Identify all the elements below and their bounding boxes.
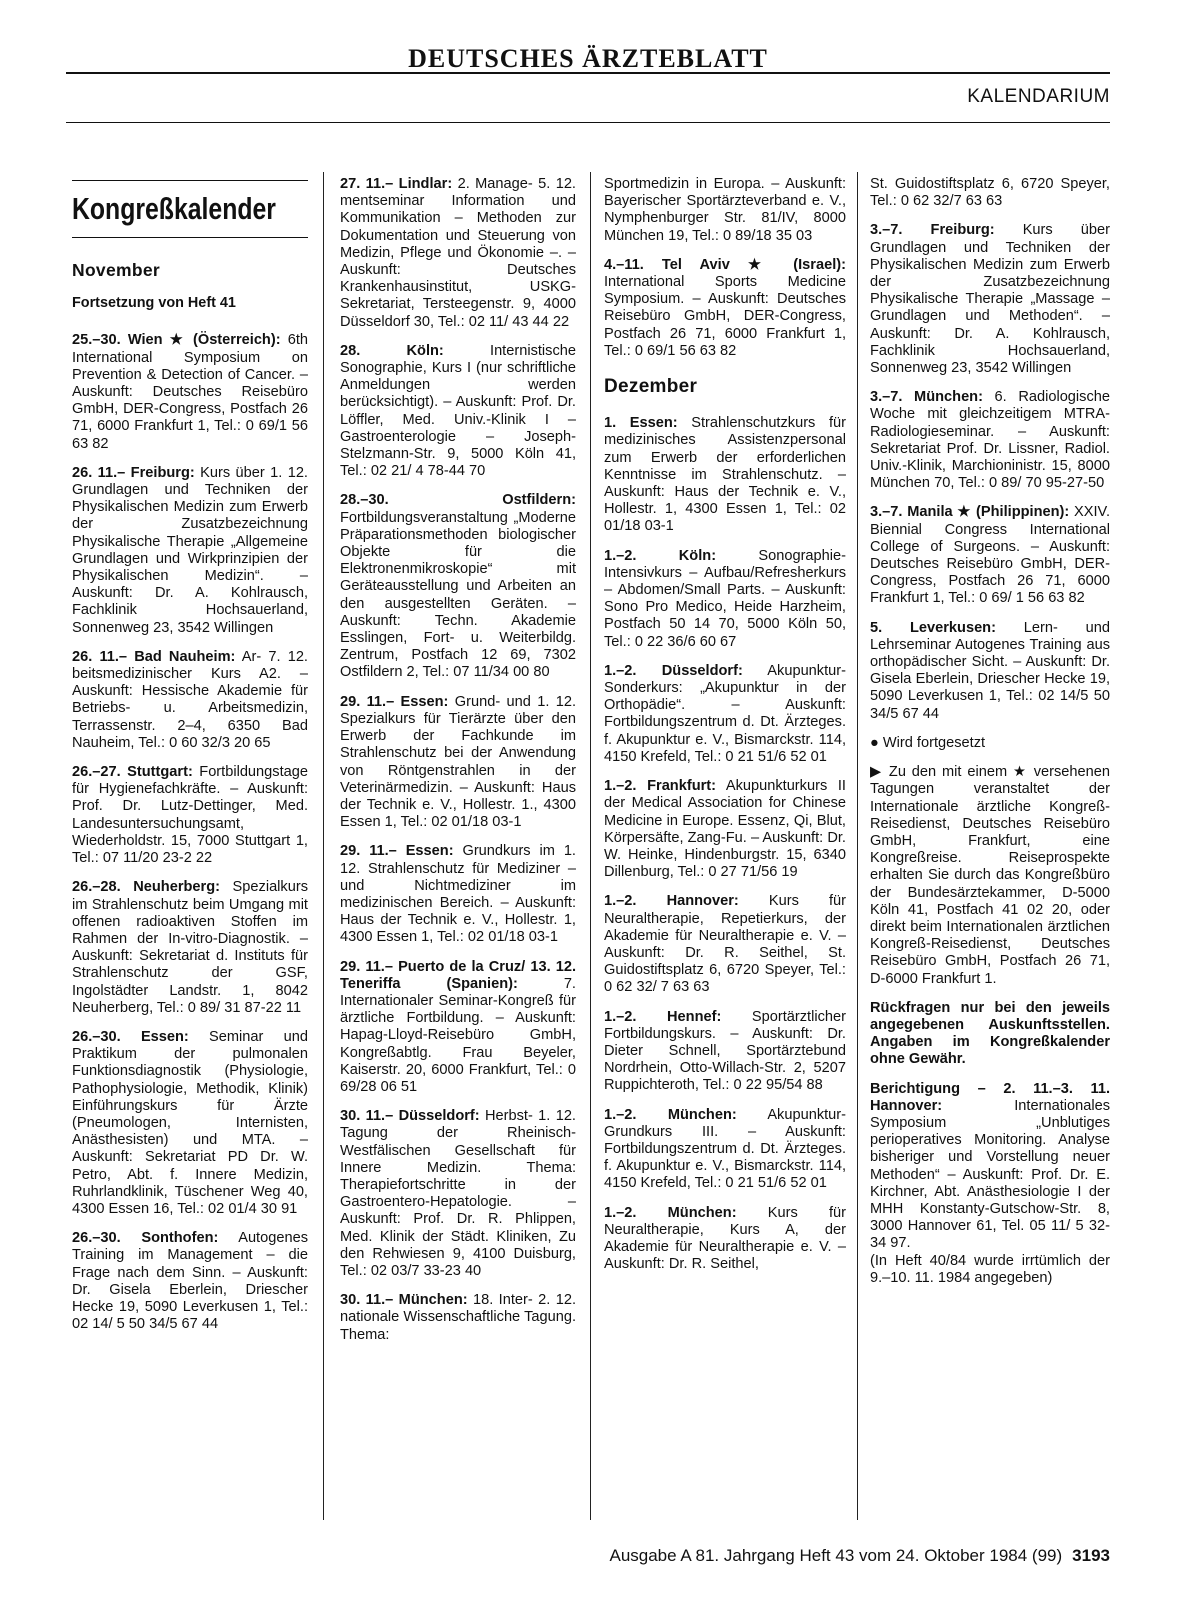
event-list bbox=[340, 176, 576, 1344]
star-note: ▶ Zu den mit einem ★ versehenen Tagungen veranstaltet der Internationale ärztliche Kongreß-Reisedienst, Deutsches Reisebüro GmbH, Frankfurt, eine Kongreßreise. Reiseprospekte erhalten Sie durch das Kongreßbüro der Bundesärztekammer, D-5000 Köln 41, Postfach 41 02 20, oder direkt beim Internationalen ärztlichen Kongreß-Reisedienst, Deutsches Reisebüro GmbH, Postfach 26 71, D-6000 Frankfurt 1. bbox=[870, 764, 1110, 987]
event-details: Kurs für Neuraltherapie, Kurs A, der Akademie für Neuraltherapie e. V. – Auskunft: Dr. R. Seithel, bbox=[604, 1204, 846, 1273]
correction-heading: Berichtigung – 2. 11.–3. 11. Hannover: bbox=[870, 1080, 1110, 1114]
month-heading-november: November bbox=[72, 260, 160, 280]
event-entry bbox=[340, 176, 576, 331]
event-date-place: 1.–2. München: bbox=[604, 1106, 737, 1123]
column-divider bbox=[323, 172, 324, 1520]
event-details: Akupunktur-Grundkurs III. – Auskunft: Fortbildungszentrum d. Dt. Ärzteges. f. Akupunktur e. V., Bismarckstr. 114, 4150 Krefeld, Tel.: 0 21 51/6 52 01 bbox=[604, 1106, 847, 1192]
column-4 bbox=[870, 176, 1110, 1287]
event-details: Strahlenschutzkurs für medizinisches Assistenzpersonal zum Erwerb der erforderlichen Kenntnisse im Strahlenschutz. – Auskunft: Haus der Technik e. V., Hollestr. 1, 4300 Essen 1, Tel.: 02 01/18 03-1 bbox=[604, 415, 846, 535]
event-entry bbox=[604, 415, 846, 535]
event-entry bbox=[870, 389, 1110, 492]
event-details: Herbst- 1. 12. Tagung der Rheinisch-Westfälischen Gesellschaft für Innere Medizin. Thema: Therapiefortschritte in der Gastroentero-Hepatologie. – Auskunft: Prof. Dr. R. Phlippen, Med. Klinik der Städt. Kliniken, Zu den Rehwiesen 9, 4100 Duisburg, Tel.: 02 03/7 33-23 40 bbox=[340, 1108, 576, 1279]
event-details: Sonographie-Intensivkurs – Aufbau/Refresherkurs – Abdomen/Small Parts. – Auskunft: Sono Pro Medico, Heide Harzheim, Postfach 50 14 70, 5000 Köln 50, Tel.: 0 22 36/6 60 67 bbox=[604, 547, 847, 650]
event-date-place: 1.–2. Hennef: bbox=[604, 1008, 722, 1025]
event-details: Akupunktur-Sonderkurs: „Akupunktur in der Orthopädie“. – Auskunft: Fortbildungszentrum d. Dt. Ärzteges. f. Akupunktur e. V., Bismarckstr. 114, 4150 Krefeld, Tel.: 0 21 51/6 52 01 bbox=[604, 662, 846, 765]
event-list bbox=[604, 415, 846, 1273]
event-details: Spezialkurs im Strahlenschutz beim Umgang mit offenen radioaktiven Stoffen im Rahmen der In-vitro-Diagnostik. – Auskunft: Sekretariat d. Instituts für Strahlenschutz der GSF, Ingolstädter Landstr. 1, 8042 Neuherberg, Tel.: 0 89/ 31 87-22 11 bbox=[72, 879, 308, 1016]
event-entry bbox=[604, 778, 846, 881]
event-entry bbox=[604, 663, 846, 766]
event-date-place: 28.–30. Ostfildern: bbox=[340, 492, 576, 509]
month-heading-december: Dezember bbox=[604, 376, 698, 398]
event-date-place: 3.–7. Manila ★ (Philippinen): bbox=[870, 504, 1070, 521]
event-entry bbox=[870, 504, 1110, 607]
section-label: KALENDARIUM bbox=[967, 86, 1110, 107]
event-date-place: 1. Essen: bbox=[604, 415, 678, 432]
event-details: Sportärztlicher Fortbildungskurs. – Auskunft: Dr. Dieter Schnell, Sportärztebund Nordrhein, Otto-Willach-Str. 2, 5207 Ruppichteroth, Tel.: 0 22 95/54 88 bbox=[604, 1008, 846, 1094]
event-details: International Sports Medicine Symposium. – Auskunft: Deutsches Reisebüro GmbH, DER-Congress, Postfach 26 71, 6000 Frankfurt 1, Tel.: 0 69/1 56 63 82 bbox=[604, 274, 846, 359]
event-date-place: 1.–2. Frankfurt: bbox=[604, 778, 717, 795]
calendar-title: Kongreßkalender bbox=[72, 191, 276, 226]
event-date-place: 4.–11. Tel Aviv ★ (Israel): bbox=[604, 256, 846, 273]
disclaimer-note: Rückfragen nur bei den jeweils angegebenen Auskunftsstellen. Angaben im Kongreßkalender ohne Gewähr. bbox=[870, 999, 1110, 1068]
event-details: 18. Inter- 2. 12. nationale Wissenschaftliche Tagung. Thema: bbox=[340, 1292, 576, 1343]
column-divider bbox=[857, 172, 858, 1520]
correction-tail: (In Heft 40/84 wurde irrtümlich der 9.–10. 11. 1984 angegeben) bbox=[870, 1252, 1110, 1286]
section-rule bbox=[66, 122, 1110, 123]
continuation-note: Fortsetzung von Heft 41 bbox=[72, 295, 236, 312]
event-entry bbox=[72, 465, 308, 637]
event-date-place: 26.–27. Stuttgart: bbox=[72, 764, 193, 781]
event-date-place: 29. 11.– Essen: bbox=[340, 693, 449, 710]
event-date-place: 26. 11.– Bad Nauheim: bbox=[72, 648, 236, 665]
event-date-place: 1.–2. Köln: bbox=[604, 547, 717, 564]
event-entry bbox=[72, 764, 308, 867]
column-divider bbox=[590, 172, 591, 1520]
column-3 bbox=[604, 176, 846, 1285]
event-continuation: St. Guidostiftsplatz 6, 6720 Speyer, Tel.: 0 62 32/7 63 63 bbox=[870, 176, 1110, 210]
event-entry bbox=[604, 893, 846, 996]
event-entry bbox=[604, 1205, 846, 1274]
event-date-place: 28. Köln: bbox=[340, 342, 444, 359]
event-details: Grund- und 1. 12. Spezialkurs für Tierärzte über den Erwerb der Fachkunde im Strahlenschutz bei der Anwendung von Röntgenstrahlen in der Veterinärmedizin. – Auskunft: Haus der Technik e. V., Hollestr. 1., 4300 Essen 1, Tel.: 02 01/18 03-1 bbox=[340, 693, 576, 831]
event-entry bbox=[870, 620, 1110, 723]
event-date-place: 26.–30. Sonthofen: bbox=[72, 1230, 219, 1247]
event-list bbox=[870, 222, 1110, 722]
event-details: Fortbildungsveranstaltung „Moderne Präparationsmethoden biologischer Objekte für die Elektronenmikroskopie“ mit Geräteausstellung und Arbeiten an den ausgestellten Geräten. – Auskunft: Techn. Akademie Esslingen, Fort- u. Weiterbildg. Zentrum, Postfach 12 69, 7302 Ostfildern 2, Tel.: 07 11/34 00 80 bbox=[340, 509, 576, 681]
event-details: Ar- 7. 12. beitsmedizinischer Kurs A2. – Auskunft: Hessische Akademie für Betriebs- u. Arbeitsmedizin, Terrassenstr. 2–4, 6350 Bad Nauheim, Tel.: 0 60 32/3 20 65 bbox=[72, 648, 308, 751]
event-details: 7. Internationaler Seminar-Kongreß für ärztliche Fortbildung. – Auskunft: Hapag-Lloyd-Reisebüro GmbH, Kongreßabtlg. Frau Beyeler, Kaiserstr. 20, 6000 Frankfurt, Tel.: 0 69/28 06 51 bbox=[340, 975, 576, 1095]
event-entry bbox=[340, 1292, 576, 1344]
event-entry bbox=[604, 1107, 846, 1193]
event-details: 6th International Symposium on Prevention & Detection of Cancer. – Auskunft: Deutsches Reisebüro GmbH, DER-Congress, Postfach 26 71, 6000 Frankfurt 1, Tel.: 0 69/1 56 63 82 bbox=[72, 332, 308, 452]
event-details: Kurs über Grundlagen und Techniken der Physikalischen Medizin zum Erwerb der Zusatzbezeichnung Physikalische Therapie „Massage – Grundlagen und Methoden“. – Auskunft: Dr. A. Kohlrausch, Fachklinik Hochsauerland, Sonnenweg 23, 3542 Willingen bbox=[870, 222, 1111, 377]
event-date-place: 3.–7. München: bbox=[870, 389, 983, 406]
event-date-place: 26.–28. Neuherberg: bbox=[72, 879, 221, 896]
event-details: Lern- und Lehrseminar Autogenes Training aus orthopädischer Sicht. – Auskunft: Dr. Gisela Eberlein, Driescher Hecke 19, 5090 Leverkusen 1, Tel.: 02 14/5 50 34/5 67 44 bbox=[870, 619, 1110, 722]
event-entry bbox=[340, 1108, 576, 1280]
event-entry bbox=[72, 1230, 308, 1333]
event-date-place: 1.–2. München: bbox=[604, 1204, 737, 1221]
event-details: Seminar und Praktikum der pulmonalen Funktionsdiagnostik (Physiologie, Pathophysiologie, Methodik, Klinik) Einführungskurs für Ärzte (Pneumologen, Internisten, Anästhesisten) und MTA. – Auskunft: Sekretariat PD Dr. W. Petro, Abt. f. Innere Medizin, Ruhrlandklinik, Tüschener Weg 40, 4300 Essen 16, Tel.: 02 01/4 30 91 bbox=[72, 1028, 308, 1217]
issue-line: Ausgabe A 81. Jahrgang Heft 43 vom 24. Oktober 1984 (99) bbox=[609, 1546, 1063, 1565]
event-date-place: 25.–30. Wien ★ (Österreich): bbox=[72, 332, 281, 349]
event-list bbox=[604, 257, 846, 360]
event-entry bbox=[340, 492, 576, 681]
event-entry bbox=[340, 843, 576, 946]
event-date-place: 30. 11.– München: bbox=[340, 1292, 468, 1309]
event-details: XXIV. Biennial Congress International College of Surgeons. – Auskunft: Deutsches Reisebüro GmbH, DER-Congress, Postfach 26 71, 6000 Frankfurt 1, Tel.: 0 69/ 1 56 63 82 bbox=[870, 504, 1111, 607]
event-date-place: 1.–2. Düsseldorf: bbox=[604, 662, 743, 679]
event-details: Internistische Sonographie, Kurs I (nur schriftliche Anmeldungen werden berücksichtigt). – Auskunft: Prof. Dr. Löffler, Med. Univ.-Klinik I – Gastroenterologie – Joseph-Stelzmann-Str. 9, 5000 Köln 41, Tel.: 02 21/ 4 78-44 70 bbox=[340, 342, 576, 480]
event-date-place: 26. 11.– Freiburg: bbox=[72, 464, 195, 481]
correction-note bbox=[870, 1081, 1110, 1253]
event-date-place: 26.–30. Essen: bbox=[72, 1028, 189, 1045]
event-entry bbox=[72, 879, 308, 1017]
page-footer bbox=[609, 1546, 1110, 1566]
event-entry bbox=[72, 332, 308, 452]
event-date-place: 5. Leverkusen: bbox=[870, 619, 996, 636]
event-date-place: 30. 11.– Düsseldorf: bbox=[340, 1108, 480, 1125]
event-entry bbox=[604, 257, 846, 360]
event-entry bbox=[340, 343, 576, 481]
event-details: Fortbildungstage für Hygienefachkräfte. – Auskunft: Prof. Dr. Lutz-Dettinger, Med. Landesuntersuchungsamt, Wiederholdstr. 15, 7000 Stuttgart 1, Tel.: 07 11/20 23-2 22 bbox=[72, 764, 308, 867]
event-date-place: 1.–2. Hannover: bbox=[604, 893, 739, 910]
event-details: Kurs über 1. 12. Grundlagen und Techniken der Physikalischen Medizin zum Erwerb der Zusatzbezeichnung Physikalische Therapie „Allgemeine Grundlagen und Wirkprinzipien der Physikalischen Medizin“. – Auskunft: Dr. A. Kohlrausch, Fachklinik Hochsauerland, Sonnenweg 23, 3542 Willingen bbox=[72, 464, 308, 636]
event-details: 6. Radiologische Woche mit gleichzeitigem MTRA-Radiologieseminar. – Auskunft: Sekretariat Prof. Dr. Lissner, Radiol. Univ.-Klinik, Marchioninistr. 15, 8000 München 70, Tel.: 0 89/ 70 95-27-50 bbox=[870, 389, 1110, 492]
page-number: 3193 bbox=[1072, 1546, 1110, 1565]
event-date-place: 29. 11.– Puerto de la Cruz/ 13. 12. Teneriffa (Spanien): bbox=[340, 958, 576, 992]
continued-note: ● Wird fortgesetzt bbox=[870, 734, 986, 751]
event-date-place: 27. 11.– Lindlar: bbox=[340, 176, 453, 192]
masthead-rule bbox=[66, 72, 1110, 74]
column-2 bbox=[340, 176, 576, 1356]
event-details: Autogenes Training im Management – die Frage nach dem Sinn. – Auskunft: Dr. Gisela Eberlein, Driescher Hecke 19, 5090 Leverkusen 1, Tel.: 02 14/ 5 50 34/5 67 44 bbox=[72, 1230, 308, 1333]
event-continuation: Sportmedizin in Europa. – Auskunft: Bayerischer Sportärzteverband e. V., Nymphenburger Str. 81/IV, 8000 München 19, Tel.: 0 89/18 35 03 bbox=[604, 176, 846, 244]
event-entry bbox=[340, 959, 576, 1097]
event-details: Kurs für Neuraltherapie, Repetierkurs, der Akademie für Neuraltherapie e. V. – Auskunft: Dr. R. Seithel, St. Guidostiftsplatz 6, 6720 Speyer, Tel.: 0 62 32/ 7 63 63 bbox=[604, 893, 847, 996]
event-entry bbox=[72, 649, 308, 752]
event-date-place: 29. 11.– Essen: bbox=[340, 843, 454, 860]
column-1 bbox=[72, 176, 308, 1345]
event-date-place: 3.–7. Freiburg: bbox=[870, 222, 995, 239]
event-details: Akupunkturkurs II der Medical Association for Chinese Medicine in Europe. Essenz, Qi, Blut, Körpersäfte, Zang-Fu. – Auskunft: Dr. W. Heinke, Hindenburgstr. 15, 6340 Dillenburg, Tel.: 0 27 71/56 19 bbox=[604, 778, 846, 881]
event-details: Grundkurs im 1. 12. Strahlenschutz für Mediziner – und Nichtmediziner im medizinischen Bereich. – Auskunft: Haus der Technik e. V., Hollestr. 1, 4300 Essen 1, Tel.: 02 01/18 03-1 bbox=[340, 843, 576, 946]
title-rule-top bbox=[72, 180, 308, 181]
title-rule-bottom bbox=[72, 237, 308, 238]
event-entry bbox=[870, 222, 1110, 377]
event-entry bbox=[72, 1029, 308, 1218]
event-list bbox=[72, 332, 308, 1333]
event-entry bbox=[340, 694, 576, 832]
masthead: DEUTSCHES ÄRZTEBLATT bbox=[408, 44, 768, 73]
event-details: 2. Manage- 5. 12. mentseminar Information und Kommunikation – Methoden zur Dokumentation und Steuerung von Medizin, Pflege und Ökonomie –. – Auskunft: Deutsches Krankenhausinstitut, USKG-Sekretariat, Tersteegenstr. 9, 4000 Düsseldorf 30, Tel.: 02 11/ 43 44 22 bbox=[340, 176, 576, 330]
event-entry bbox=[604, 1009, 846, 1095]
correction-text: Internationales Symposium „Unblutiges perioperatives Monitoring. Analyse bisheriger und Vorstellung neuer Methoden“ – Auskunft: Prof. Dr. E. Kirchner, Abt. Anästhesiologie I der MHH Konstanty-Gutschow-Str. 8, 3000 Hannover 61, Tel. 05 11/ 5 32-34 97. bbox=[870, 1097, 1110, 1252]
event-entry bbox=[604, 548, 846, 651]
